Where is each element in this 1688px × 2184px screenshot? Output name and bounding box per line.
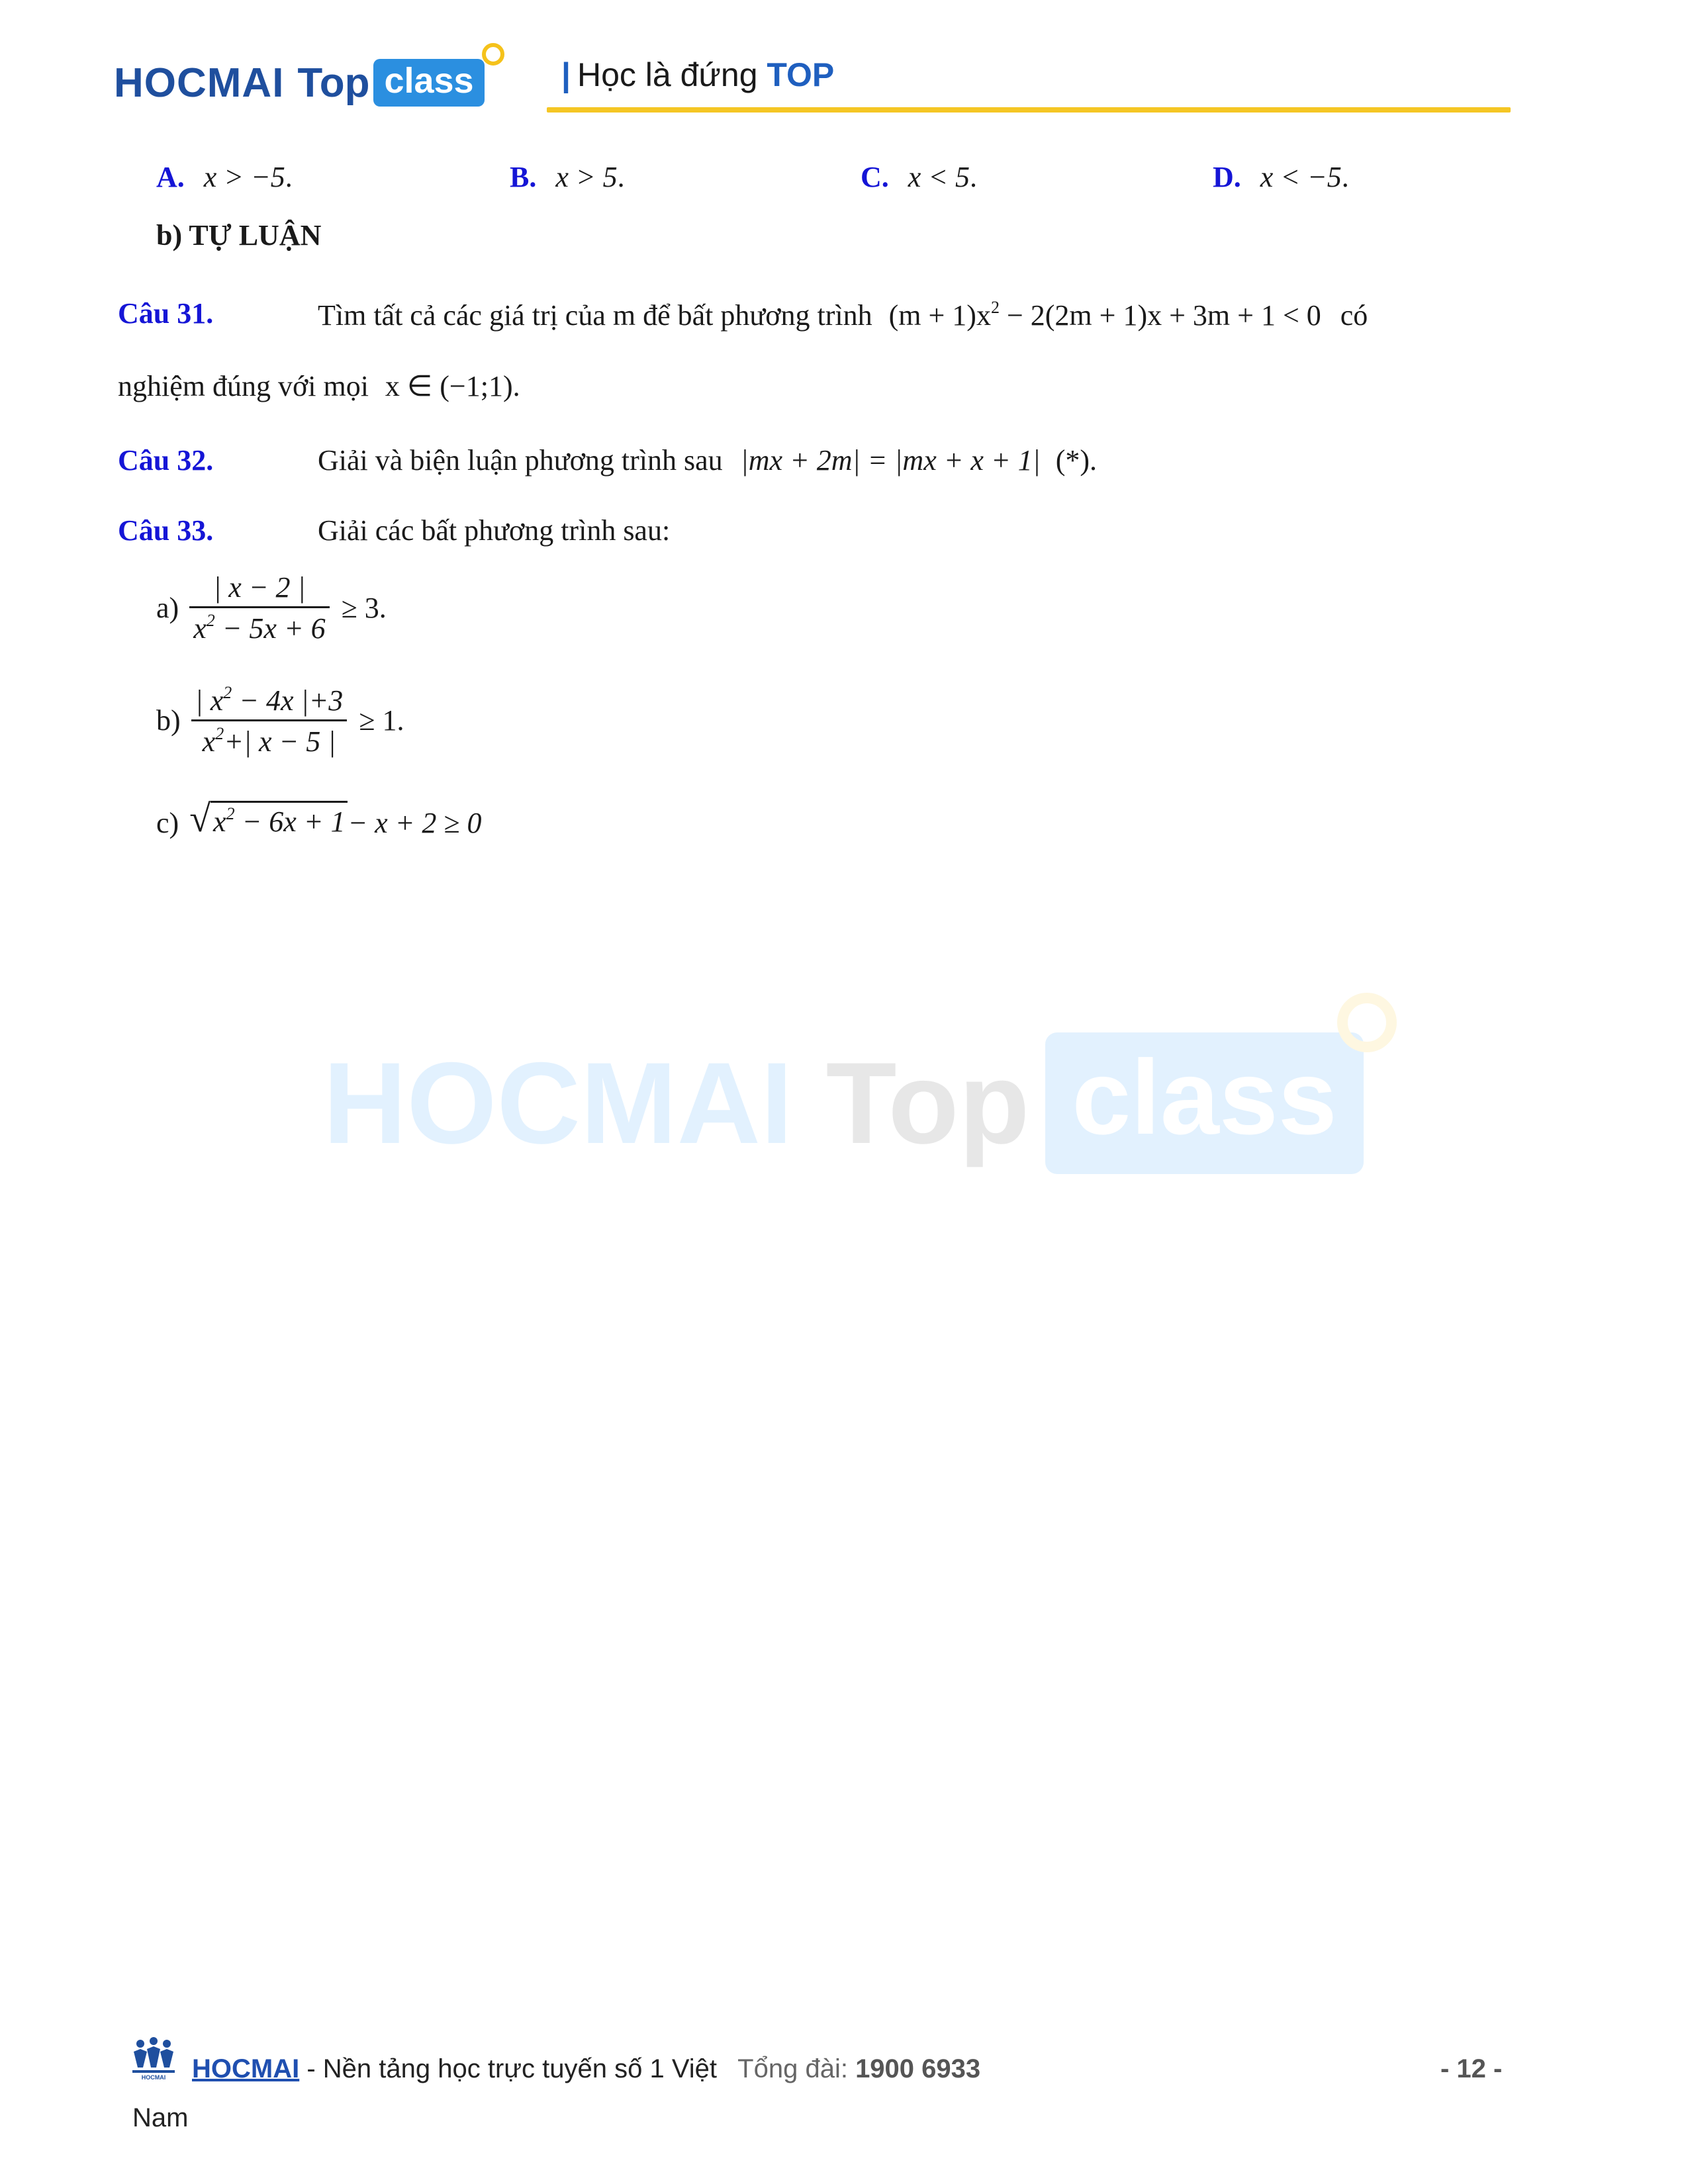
q33-b-fraction bbox=[191, 684, 348, 756]
option-d-expr: x < −5 bbox=[1260, 161, 1342, 193]
q31-line2-text: nghiệm đúng với mọi bbox=[118, 370, 369, 402]
q31-line2-tail: . bbox=[512, 370, 520, 402]
q31-line2 bbox=[118, 372, 520, 401]
section-title: b) TỰ LUẬN bbox=[156, 219, 322, 251]
q33-c-root-rest: − 6x + 1 bbox=[234, 805, 346, 838]
q33-a-rhs: ≥ 3. bbox=[341, 592, 387, 624]
q33-b-denominator bbox=[191, 721, 348, 756]
brand-top: Top bbox=[297, 60, 370, 106]
q32-label: Câu 32. bbox=[118, 444, 214, 477]
header-slogan bbox=[561, 56, 834, 94]
sqrt-icon: √ bbox=[189, 797, 211, 840]
option-d bbox=[1213, 163, 1349, 192]
q31-expr-sup: 2 bbox=[990, 298, 1000, 317]
q33-b-num-b: − 4x |+3 bbox=[232, 684, 344, 717]
q32-question: Giải và biện luận phương trình sau bbox=[318, 444, 723, 477]
q33-c-label: c) bbox=[156, 807, 179, 839]
watermark-top: Top bbox=[825, 1038, 1030, 1168]
footer-desc: - Nền tảng học trực tuyến số 1 Việt bbox=[299, 2054, 718, 2083]
q33-a-den-rest: − 5x + 6 bbox=[214, 612, 326, 645]
q33-label: Câu 33. bbox=[118, 514, 214, 547]
q31-line2-expr: x ∈ (−1;1) bbox=[385, 370, 513, 402]
q32-tail: (*). bbox=[1055, 444, 1098, 477]
option-c-tail: . bbox=[970, 161, 978, 193]
q31-label: Câu 31. bbox=[118, 297, 214, 330]
q32-expr: |mx + 2m| = |mx + x + 1| bbox=[740, 444, 1041, 477]
footer-wrap: Nam bbox=[132, 2103, 189, 2132]
slogan-bar: | bbox=[561, 56, 571, 93]
option-a bbox=[156, 163, 293, 192]
q32-text bbox=[318, 446, 1097, 475]
watermark-class-badge bbox=[1045, 1032, 1363, 1174]
q33-a-denominator bbox=[189, 608, 329, 643]
watermark-class: class bbox=[1072, 1038, 1337, 1156]
q33-text: Giải các bất phương trình sau: bbox=[318, 514, 671, 547]
q33-c-sqrt bbox=[189, 799, 348, 838]
q31-question: Tìm tất cả các giá trị của m để bất phương trình bbox=[318, 299, 872, 332]
slogan-top: TOP bbox=[767, 56, 835, 93]
q33-b-den-rest: +| x − 5 | bbox=[224, 725, 336, 758]
footer-hotline: 1900 6933 bbox=[855, 2054, 981, 2083]
q33-b-label: b) bbox=[156, 704, 181, 737]
option-d-letter: D. bbox=[1213, 161, 1241, 193]
q33-c-radicand bbox=[211, 801, 348, 837]
option-a-tail: . bbox=[285, 161, 293, 193]
footer-line bbox=[192, 2054, 980, 2084]
header-divider bbox=[547, 107, 1511, 113]
option-c bbox=[861, 163, 977, 192]
q33-a-den-x: x bbox=[193, 612, 207, 645]
q31-expression bbox=[889, 299, 1321, 332]
footer-logo-text: HOCMAI bbox=[141, 2074, 166, 2081]
q33-b-den-sup: 2 bbox=[215, 724, 224, 743]
q33-a-numerator: | x − 2 | bbox=[189, 573, 329, 608]
q31-text bbox=[318, 299, 1368, 330]
option-b-tail: . bbox=[617, 161, 625, 193]
q33-b-numerator bbox=[191, 684, 348, 721]
watermark bbox=[323, 1032, 1364, 1174]
option-b-expr: x > 5 bbox=[555, 161, 618, 193]
q33-b-num-sup: 2 bbox=[223, 683, 232, 702]
q33-part-c bbox=[156, 799, 482, 838]
q33-part-a bbox=[156, 573, 387, 643]
footer-hotline-label: Tổng đài: bbox=[737, 2054, 856, 2083]
option-b bbox=[510, 163, 625, 192]
footer-hocmai-link[interactable]: HOCMAI bbox=[192, 2054, 300, 2083]
option-c-letter: C. bbox=[861, 161, 889, 193]
option-d-tail: . bbox=[1341, 161, 1349, 193]
slogan-text: Học là đứng bbox=[577, 56, 767, 93]
option-a-letter: A. bbox=[156, 161, 185, 193]
option-c-expr: x < 5 bbox=[908, 161, 970, 193]
watermark-sun-icon bbox=[1337, 993, 1397, 1052]
page-number: - 12 - bbox=[1440, 2054, 1503, 2083]
option-b-letter: B. bbox=[510, 161, 537, 193]
q33-a-fraction bbox=[189, 573, 329, 643]
watermark-hocmai: HOCMAI bbox=[323, 1038, 793, 1168]
brand-class: class bbox=[384, 61, 474, 101]
q31-tail: có bbox=[1340, 299, 1368, 332]
q33-b-num-a: | x bbox=[195, 684, 224, 717]
sun-icon bbox=[482, 43, 504, 66]
q33-c-rhs: − x + 2 ≥ 0 bbox=[348, 807, 482, 839]
footer-logo bbox=[130, 2037, 177, 2081]
q33-b-den-x: x bbox=[202, 725, 216, 758]
q31-expr-b: − 2(2m + 1)x + 3m + 1 < 0 bbox=[999, 299, 1321, 332]
q33-a-label: a) bbox=[156, 592, 179, 624]
q31-expr-a: (m + 1)x bbox=[888, 299, 991, 332]
brand-class-badge bbox=[373, 59, 484, 107]
q33-c-root-sup: 2 bbox=[226, 804, 235, 823]
q33-a-den-sup: 2 bbox=[206, 611, 215, 630]
brand-hocmai: HOCMAI bbox=[114, 60, 285, 106]
q33-part-b bbox=[156, 684, 404, 756]
q33-b-rhs: ≥ 1. bbox=[359, 704, 404, 737]
brand-logo bbox=[114, 53, 485, 113]
q33-c-root-x: x bbox=[213, 805, 226, 838]
option-a-expr: x > −5 bbox=[203, 161, 285, 193]
